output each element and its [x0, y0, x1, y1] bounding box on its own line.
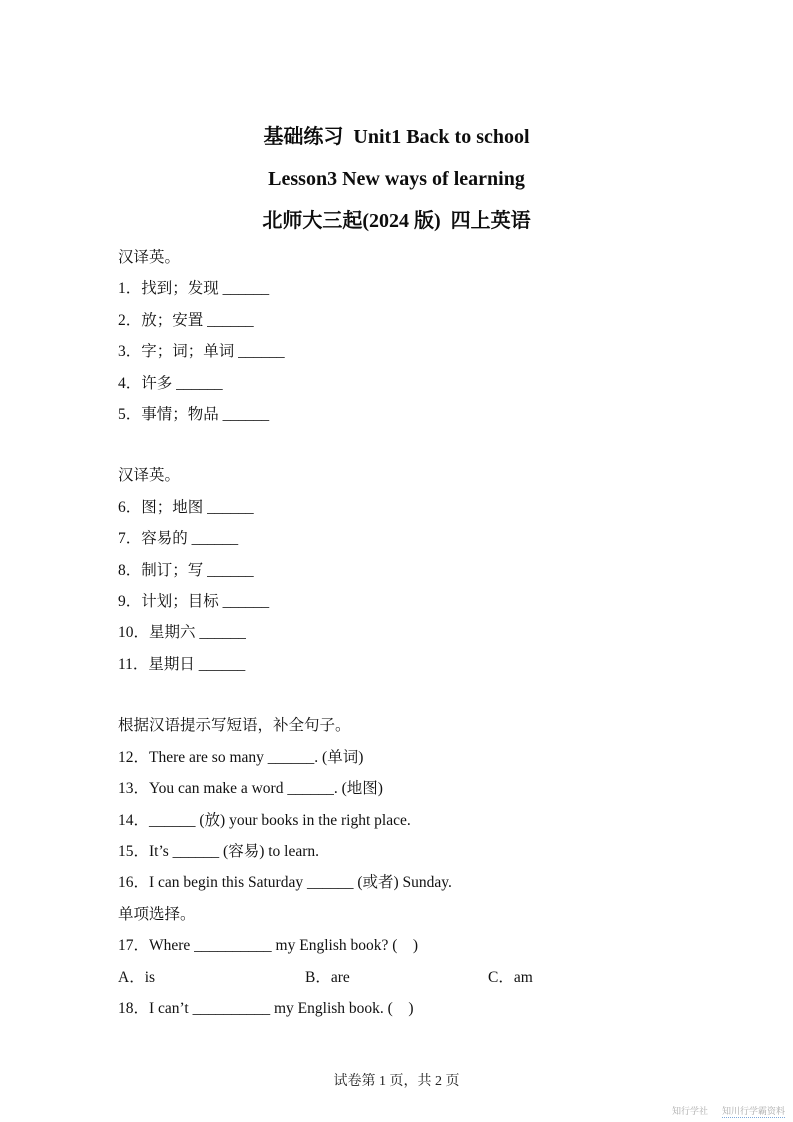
section-translation-1 — [118, 242, 733, 430]
question-item-6: 6．图；地图 ______ — [118, 498, 254, 516]
choice-b: B．are — [305, 968, 350, 986]
question-item-1: 1．找到；发现 ______ — [118, 280, 270, 298]
choice-a: A．is — [118, 968, 156, 986]
page-footer: 试卷第 1 页，共 2 页 — [333, 1074, 460, 1089]
watermark-text-2: 知川行学霸资料 — [721, 1106, 785, 1116]
question-item-11: 11．星期日 ______ — [118, 655, 246, 673]
question-item-18: 18．I can’t __________ my English book. ( ) — [118, 999, 414, 1017]
question-item-14: 14．______ (放) your books in the right place. — [118, 811, 411, 829]
section-instruction: 根据汉语提示写短语，补全句子。 — [118, 717, 351, 735]
section-spacer — [118, 430, 733, 460]
question-item-16: 16．I can begin this Saturday ______ (或者) Sunday. — [118, 874, 452, 892]
question-item-10: 10．星期六 ______ — [118, 624, 246, 642]
question-item-13: 13．You can make a word ______. (地图) — [118, 780, 383, 798]
question-item-7: 7．容易的 ______ — [118, 530, 239, 548]
document-header — [0, 0, 793, 242]
question-item-15: 15．It’s ______ (容易) to learn. — [118, 842, 320, 860]
section-multiple-choice — [118, 899, 733, 1025]
choice-row — [118, 962, 733, 993]
section-spacer — [118, 680, 733, 710]
title-line-2: Lesson3 New ways of learning — [268, 168, 525, 190]
choice-c: C．am — [488, 968, 533, 986]
watermark — [672, 1105, 785, 1118]
question-item-5: 5．事情；物品 ______ — [118, 406, 270, 424]
title-line-1: 基础练习 Unit1 Back to school — [263, 126, 530, 148]
question-item-17: 17．Where __________ my English book? ( ) — [118, 937, 419, 955]
section-instruction: 单项选择。 — [118, 905, 196, 923]
question-item-2: 2．放；安置 ______ — [118, 311, 254, 329]
watermark-text-1: 知行学社 — [671, 1106, 708, 1116]
question-item-9: 9．计划；目标 ______ — [118, 593, 270, 611]
question-item-4: 4．许多 ______ — [118, 374, 223, 392]
section-instruction: 汉译英。 — [118, 249, 181, 266]
title-line-3: 北师大三起(2024 版) 四上英语 — [262, 210, 531, 232]
section-fill-blanks — [118, 710, 733, 898]
document-body — [118, 242, 733, 1024]
question-item-8: 8．制订；写 ______ — [118, 561, 254, 579]
question-item-3: 3．字；词；单词 ______ — [118, 343, 285, 361]
section-translation-2 — [118, 460, 733, 680]
question-item-12: 12．There are so many ______. (单词) — [118, 748, 364, 766]
section-instruction: 汉译英。 — [118, 467, 181, 485]
